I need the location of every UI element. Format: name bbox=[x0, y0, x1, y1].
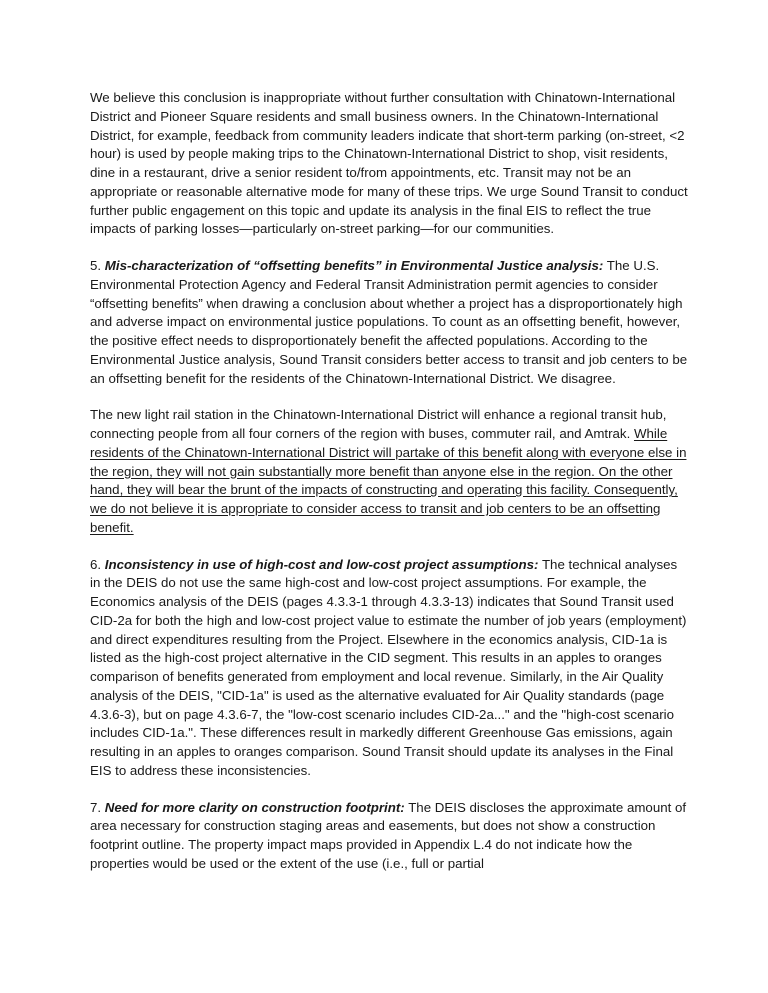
section-5-heading: Mis-characterization of “offsetting benefits” in Environmental Justice analysis: bbox=[104, 258, 604, 273]
section-7-body: The DEIS discloses the approximate amount of area necessary for construction staging areas and easements, but does not show a construction footprint outline. The property impact maps provided in Appendix L.4 do not indicate how the properties would be used or the extent of the use (i.e., full or partial bbox=[90, 799, 687, 871]
section-6-number: 6. bbox=[90, 556, 105, 572]
paragraph-light-rail-station bbox=[90, 406, 690, 537]
document-page bbox=[90, 89, 690, 892]
light-rail-plain-text: The new light rail station in the Chinatown-International District will enhance a regional transit hub, connecting people from all four corners of the region with buses, commuter rail, and Amtrak. bbox=[90, 407, 667, 441]
section-7 bbox=[90, 799, 690, 874]
section-5 bbox=[90, 257, 690, 388]
light-rail-underlined-text: While residents of the Chinatown-International District will partake of this benefit along with everyone else in the region, they will not gain substantially more benefit than anyone else in the region. On the other hand, they will bear the brunt of the impacts of constructing and operating this facility. Consequently, we do not believe it is appropriate to consider access to transit and job centers to be an offsetting benefit. bbox=[90, 426, 687, 535]
section-6 bbox=[90, 556, 690, 781]
section-6-heading: Inconsistency in use of high-cost and low-cost project assumptions: bbox=[104, 556, 539, 572]
paragraph-parking-conclusion: We believe this conclusion is inappropriate without further consultation with Chinatown-International District and Pioneer Square residents and small business owners. In the Chinatown-International District, for example, feedback from community leaders indicate that short-term parking (on-street, <2 hour) is used by people making trips to the Chinatown-International District to shop, visit residents, dine in a restaurant, drive a senior resident to/from appointments, etc. Transit may not be an appropriate or reasonable alternative mode for many of these trips. We urge Sound Transit to conduct further public engagement on this topic and update its analysis in the final EIS to reflect the true impacts of parking losses—particularly on-street parking—for our communities. bbox=[90, 90, 688, 237]
section-7-number: 7. bbox=[90, 799, 105, 815]
section-7-heading: Need for more clarity on construction footprint: bbox=[104, 799, 405, 815]
section-5-number: 5. bbox=[90, 258, 105, 273]
section-5-body: The U.S. Environmental Protection Agency and Federal Transit Administration permit agencies to consider “offsetting benefits” when drawing a conclusion about whether a project has a disproportionately high and adverse impact on environmental justice populations. To count as an offsetting benefit, however, the positive effect needs to disproportionately benefit the affected populations. According to the Environmental Justice analysis, Sound Transit considers better access to transit and job centers to be an offsetting benefit for the residents of the Chinatown-International District. We disagree. bbox=[90, 258, 688, 386]
section-6-body: The technical analyses in the DEIS do not use the same high-cost and low-cost project assumptions. For example, the Economics analysis of the DEIS (pages 4.3.3-1 through 4.3.3-13) indicates that Sound Transit used CID-2a for both the high and low-cost project value to estimate the number of job years (employment) and direct expenditures resulting from the Project. Elsewhere in the economics analysis, CID-1a is listed as the high-cost project alternative in the CID segment. This results in an apples to oranges comparison of benefits generated from employment and local revenue. Similarly, in the Air Quality analysis of the DEIS, "CID-1a" is used as the alternative evaluated for Air Quality standards (page 4.3.6-3), but on page 4.3.6-7, the "low-cost scenario includes CID-2a..." and the "high-cost scenario includes CID-1a.". These differences result in markedly different Greenhouse Gas emissions, again resulting in an apples to oranges comparison. Sound Transit should update its analyses in the Final EIS to address these inconsistencies. bbox=[90, 556, 687, 778]
